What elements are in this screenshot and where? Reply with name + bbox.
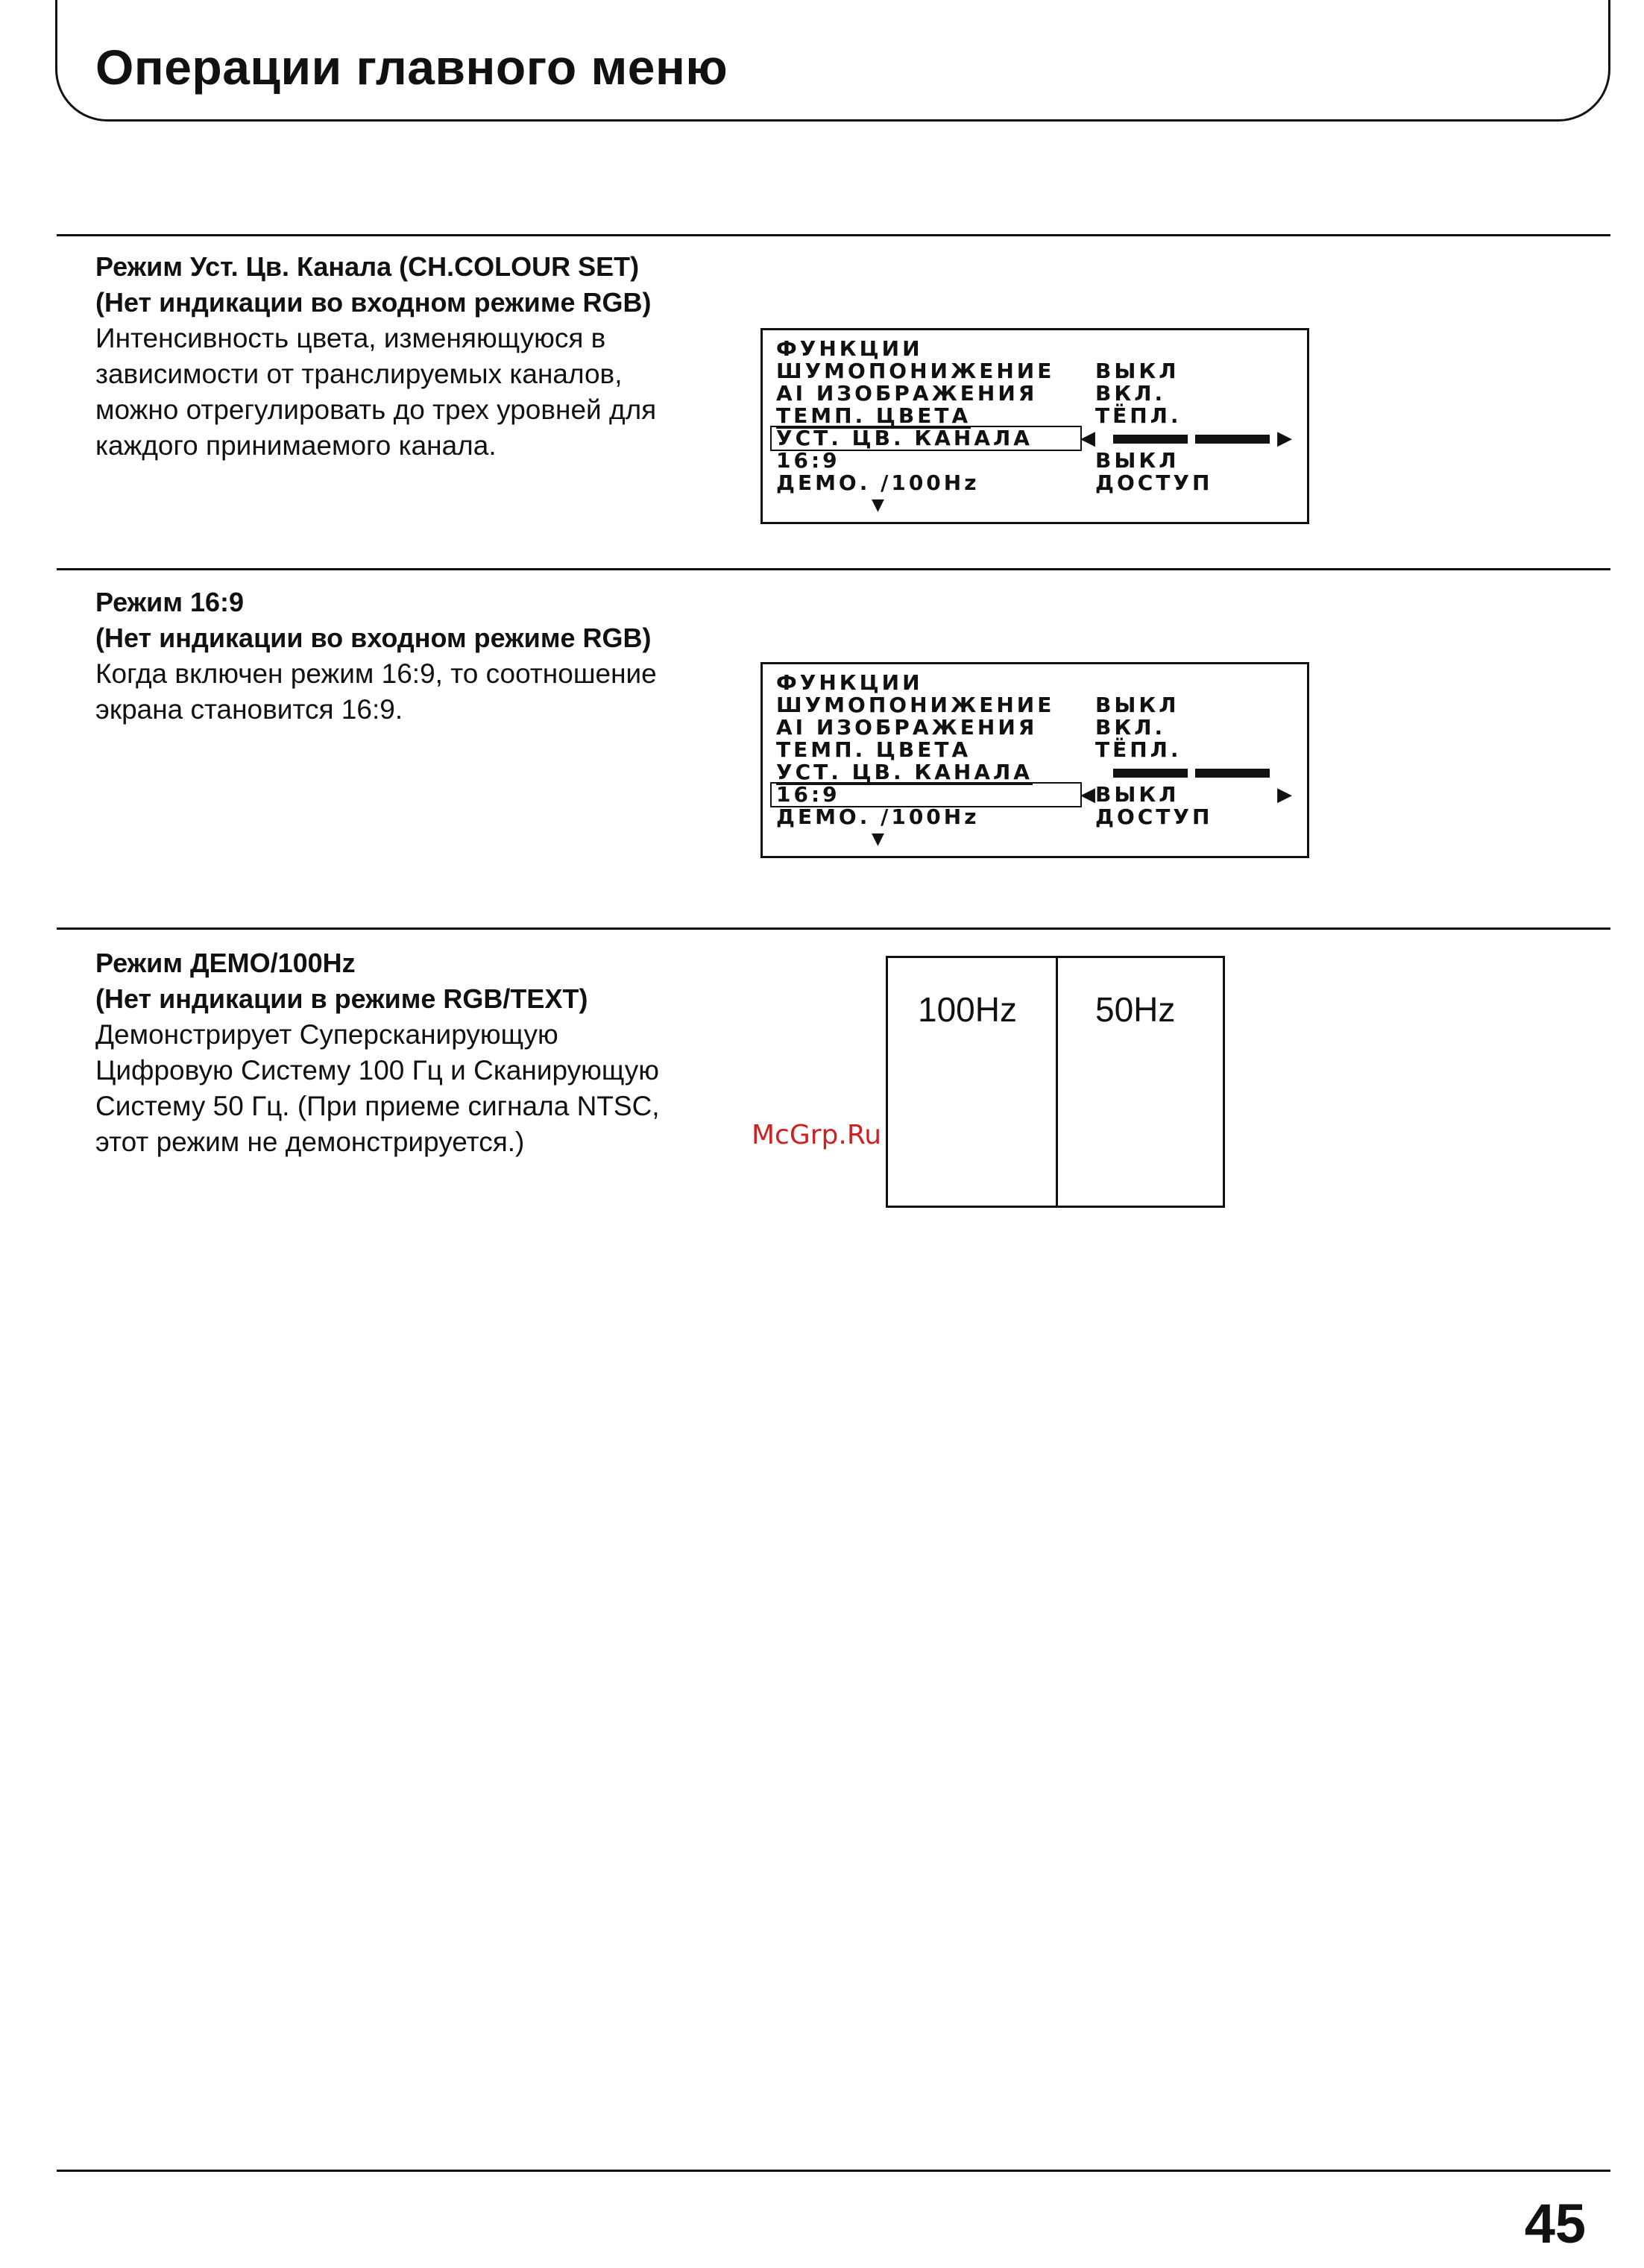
- section-text-line: Когда включен режим 16:9, то соотношение: [95, 658, 657, 689]
- osd-menu-16-9: [760, 662, 1309, 858]
- section-text-line: Интенсивность цвета, изменяющуюся в: [95, 323, 606, 353]
- osd-item-value: ВЫКЛ: [1095, 359, 1180, 383]
- split-divider: [1056, 958, 1058, 1206]
- osd-item-value: ТЁПЛ.: [1095, 737, 1182, 762]
- left-arrow-icon: ◀: [1080, 427, 1095, 450]
- watermark: McGrp.Ru: [752, 1120, 882, 1150]
- label-50hz: 50Hz: [1095, 990, 1176, 1029]
- osd-item-label: УСТ. ЦВ. КАНАЛА: [776, 426, 1033, 450]
- osd-item-label: ШУМОПОНИЖЕНИЕ: [776, 693, 1055, 717]
- osd-item-value: ДОСТУП: [1095, 804, 1213, 829]
- section-text-line: экрана становится 16:9.: [95, 694, 403, 725]
- page-title: Операции главного меню: [95, 40, 728, 95]
- osd-item-label: ТЕМП. ЦВЕТА: [776, 403, 971, 428]
- page-number: 45: [1524, 2193, 1586, 2255]
- osd-item-value: ДОСТУП: [1095, 470, 1213, 495]
- level-bar: [1113, 435, 1188, 444]
- section-divider: [57, 927, 1610, 930]
- down-arrow-icon: ▼: [872, 830, 884, 848]
- osd-item-value: ВЫКЛ: [1095, 693, 1180, 717]
- section-text-line: Систему 50 Гц. (При приеме сигнала NTSC,: [95, 1091, 660, 1121]
- level-bar: [1195, 435, 1270, 444]
- level-bar: [1113, 769, 1188, 778]
- section-heading: Режим Уст. Цв. Канала (CH.COLOUR SET): [95, 251, 640, 282]
- label-100hz: 100Hz: [918, 990, 1017, 1029]
- section-subheading: (Нет индикации в режиме RGB/TEXT): [95, 983, 588, 1014]
- osd-item-label: ДЕМО. /100Hz: [776, 470, 980, 495]
- section-text-line: этот режим не демонстрируется.): [95, 1127, 525, 1157]
- section-subheading: (Нет индикации во входном режиме RGB): [95, 287, 652, 318]
- osd-item-label: 16:9: [776, 782, 840, 807]
- section-text-line: Демонстрирует Суперсканирующую: [95, 1019, 558, 1050]
- section-text-line: Цифровую Систему 100 Гц и Сканирующую: [95, 1055, 660, 1086]
- osd-title: ФУНКЦИИ: [776, 336, 923, 361]
- osd-menu-colour-set: [760, 328, 1309, 524]
- right-arrow-icon: ▶: [1277, 427, 1292, 450]
- osd-item-value: ВКЛ.: [1095, 381, 1166, 406]
- osd-item-label: ШУМОПОНИЖЕНИЕ: [776, 359, 1055, 383]
- down-arrow-icon: ▼: [872, 496, 884, 514]
- osd-item-label: AI ИЗОБРАЖЕНИЯ: [776, 715, 1038, 740]
- osd-item-value: ВЫКЛ: [1095, 448, 1180, 473]
- section-divider: [57, 568, 1610, 570]
- section-text-line: можно отрегулировать до трех уровней для: [95, 394, 657, 425]
- footer-divider: [57, 2170, 1610, 2172]
- section-subheading: (Нет индикации во входном режиме RGB): [95, 623, 652, 653]
- osd-item-label: 16:9: [776, 448, 840, 473]
- section-heading: Режим ДЕМО/100Hz: [95, 948, 356, 978]
- section-text-line: каждого принимаемого канала.: [95, 430, 497, 461]
- osd-item-label: ТЕМП. ЦВЕТА: [776, 737, 971, 762]
- right-arrow-icon: ▶: [1277, 784, 1292, 806]
- osd-item-value: ТЁПЛ.: [1095, 403, 1182, 428]
- osd-item-value: ВЫКЛ: [1095, 782, 1180, 807]
- section-divider: [57, 234, 1610, 236]
- osd-title: ФУНКЦИИ: [776, 670, 923, 695]
- osd-item-label: ДЕМО. /100Hz: [776, 804, 980, 829]
- demo-split-screen: [886, 956, 1225, 1208]
- left-arrow-icon: ◀: [1080, 784, 1095, 806]
- section-text-line: зависимости от транслируемых каналов,: [95, 359, 623, 389]
- osd-item-value: ВКЛ.: [1095, 715, 1166, 740]
- osd-item-label: AI ИЗОБРАЖЕНИЯ: [776, 381, 1038, 406]
- level-bar: [1195, 769, 1270, 778]
- osd-item-label: УСТ. ЦВ. КАНАЛА: [776, 760, 1033, 784]
- section-heading: Режим 16:9: [95, 587, 245, 617]
